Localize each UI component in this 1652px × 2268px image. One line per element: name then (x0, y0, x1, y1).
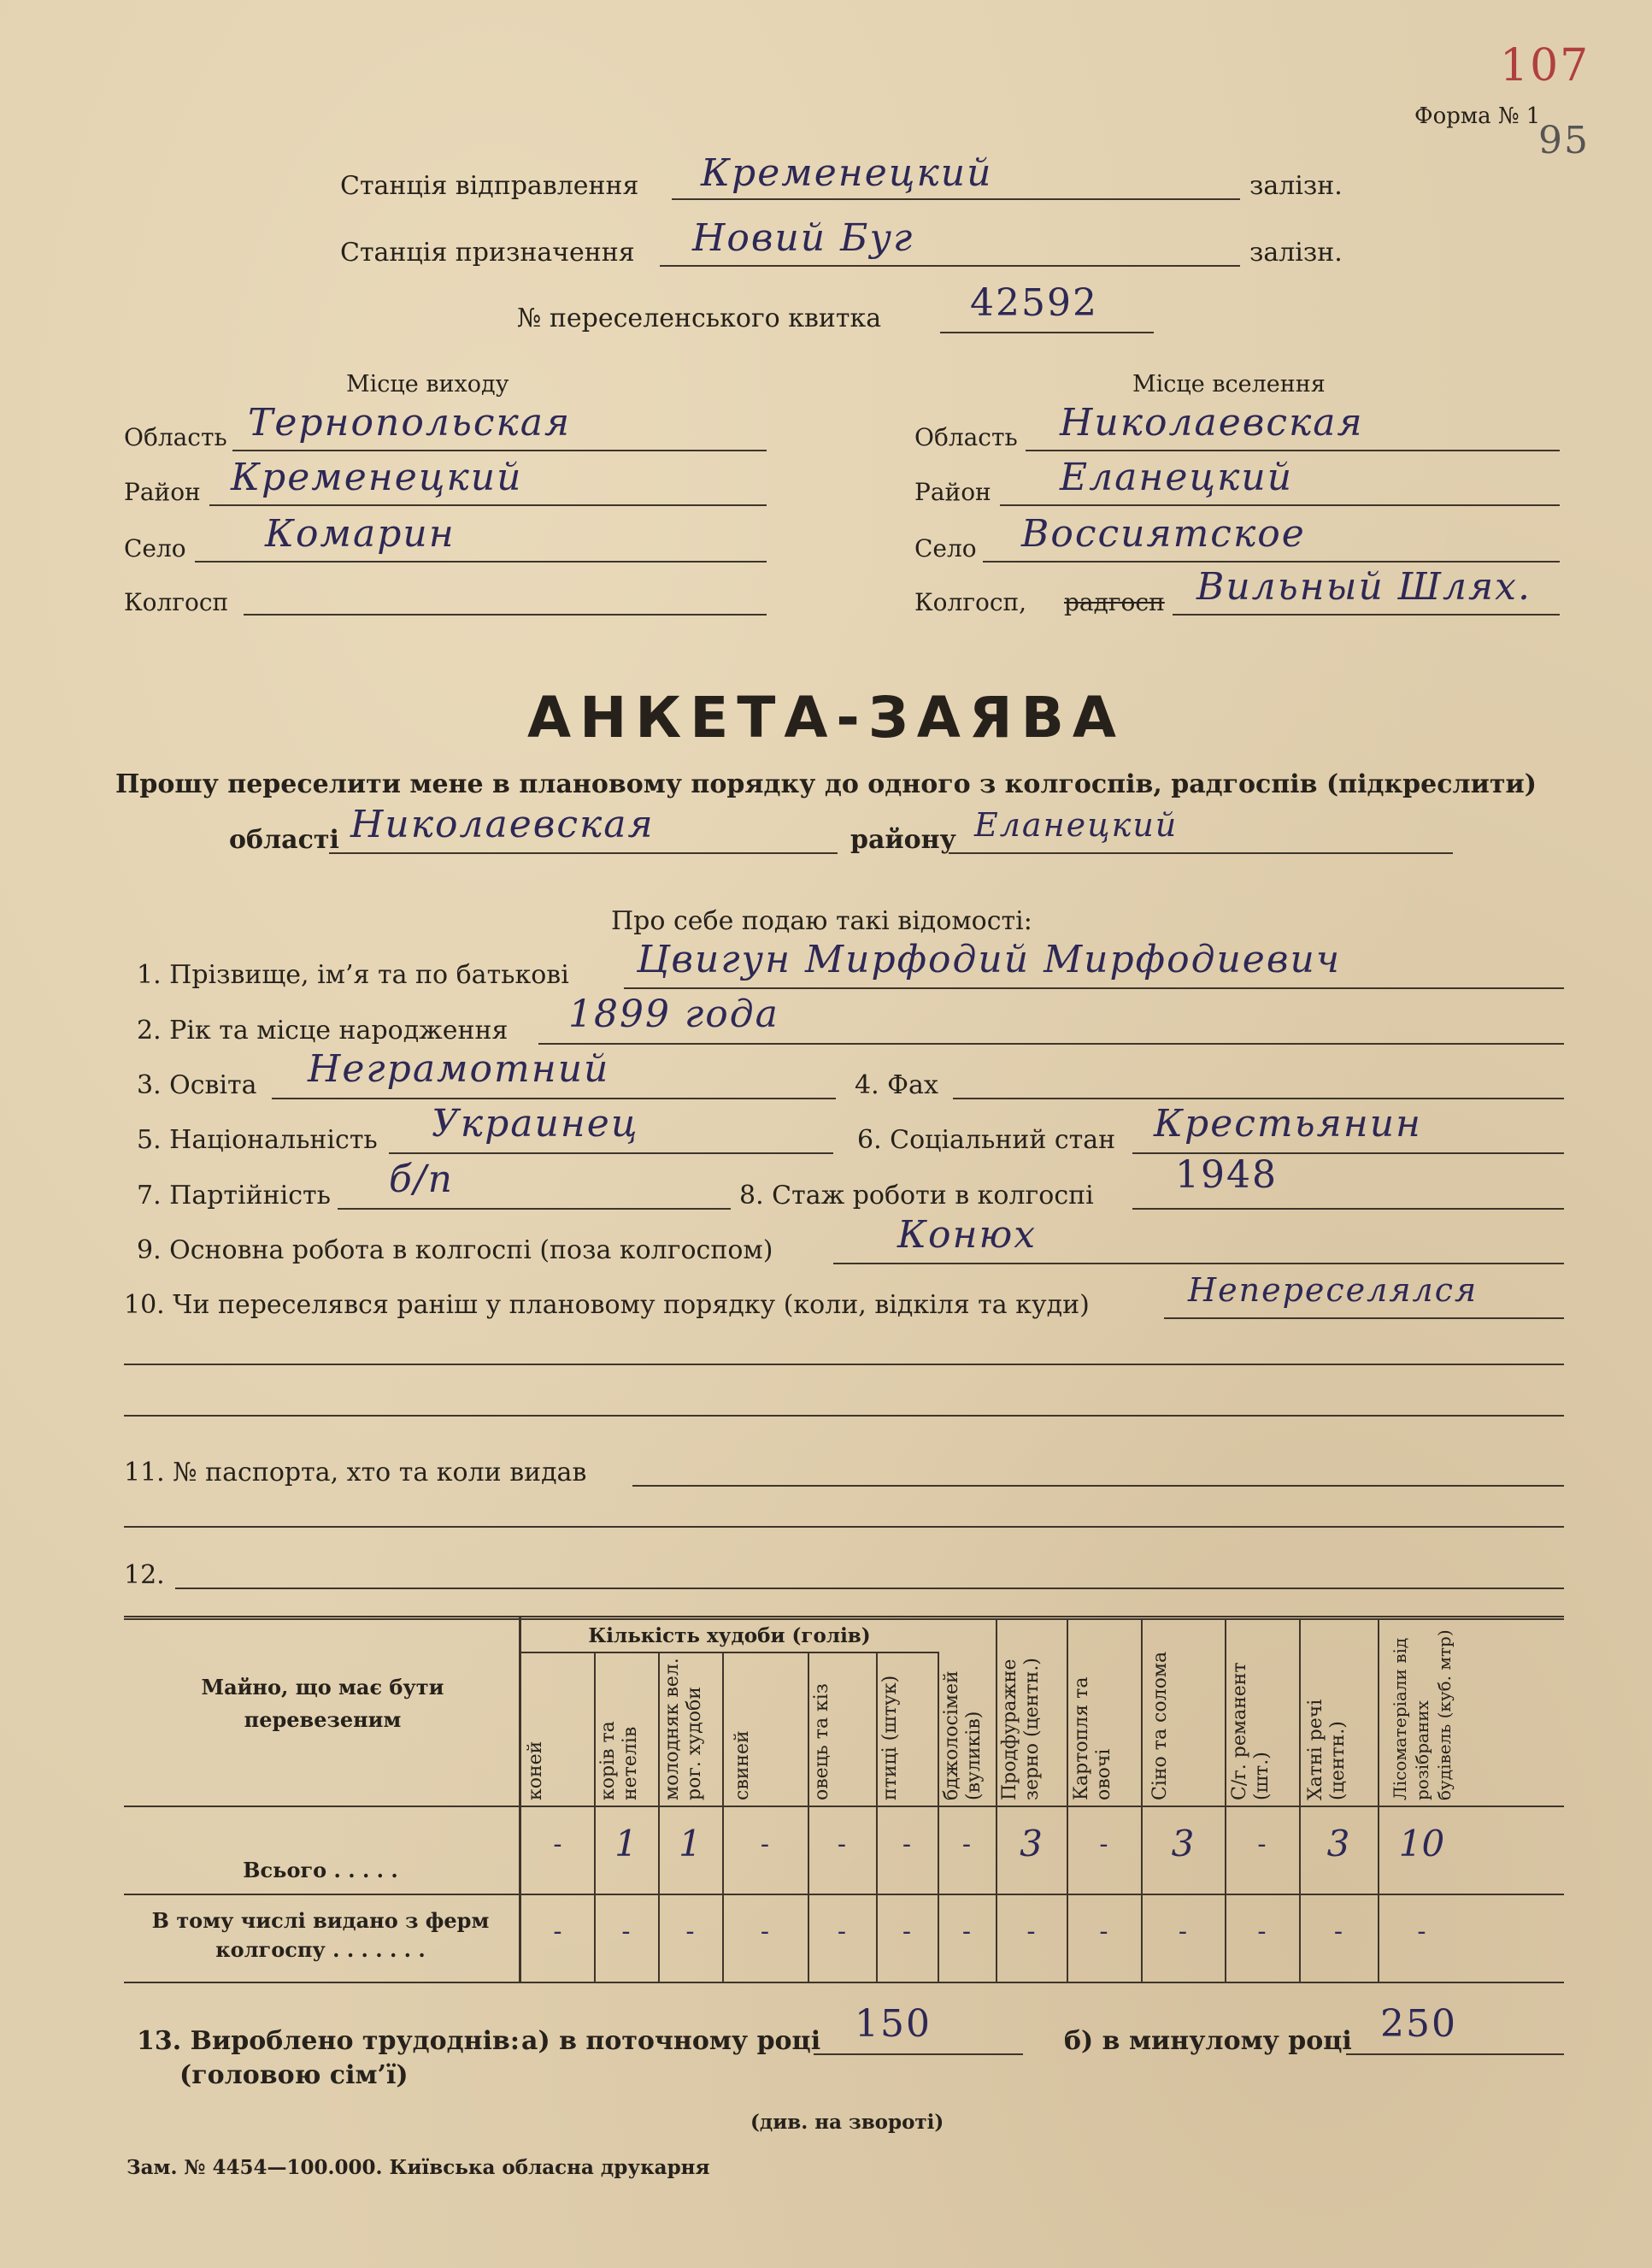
destination-suffix: залізн. (1249, 238, 1343, 268)
dest-selo-value: Воссиятское (1021, 512, 1306, 556)
request-raion-value: Еланецкий (974, 806, 1179, 844)
table-cell-farm: - (837, 1917, 847, 1947)
destination-station-value: Новий Буг (692, 216, 914, 260)
q1-label: 1. Прізвище, ім’я та по батькові (137, 960, 569, 990)
table-cell-total: - (1257, 1829, 1267, 1859)
origin-heading: Місце виходу (346, 371, 509, 398)
table-row1-bottom (124, 1894, 1564, 1895)
archive-mark-2: 95 (1538, 119, 1590, 162)
q8-label: 8. Стаж роботи в колгоспі (739, 1181, 1094, 1211)
q4-label: 4. Фах (855, 1070, 938, 1100)
table-col-header: молодняк вел. рог. худоби (661, 1658, 705, 1800)
workdays-label: 13. Вироблено трудоднів: (137, 2026, 520, 2056)
q9-value: Конюх (897, 1213, 1038, 1257)
q3-label: 3. Освіта (137, 1070, 257, 1100)
table-col-header: коней (525, 1741, 546, 1800)
request-raion-label: району (850, 825, 956, 855)
table-cell-total: 3 (1326, 1823, 1350, 1864)
property-label: Майно, що має бути перевезеним (201, 1675, 444, 1732)
table-cell-total: 1 (614, 1823, 638, 1864)
table-cell-farm: - (685, 1917, 695, 1947)
q2-label: 2. Рік та місце народження (137, 1016, 509, 1046)
table-bottom-border (124, 1982, 1564, 1983)
table-cell-farm: - (553, 1917, 562, 1947)
workdays-last-line (1346, 2053, 1564, 2055)
origin-raion-label: Район (124, 478, 201, 506)
origin-selo-value: Комарин (265, 512, 456, 556)
archive-mark-1: 107 (1500, 40, 1590, 91)
table-col-header: Картопля та овочі (1070, 1676, 1114, 1800)
table-col-header: свиней (732, 1730, 753, 1800)
table-col-header: Хатні речі (центн.) (1305, 1699, 1349, 1800)
table-cell-total: 10 (1398, 1823, 1445, 1864)
table-cell-farm: - (760, 1917, 770, 1947)
request-oblast-value: Николаевская (350, 803, 655, 846)
q1-value: Цвигун Мирфодий Мирфодиевич (637, 938, 1342, 981)
dest-oblast-value: Николаевская (1060, 401, 1364, 445)
table-col-header: Продфуражне зерно (центн.) (999, 1658, 1043, 1800)
q7-value: б/п (389, 1158, 455, 1201)
table-header-bottom (124, 1806, 1564, 1807)
q11-label: 11. № паспорта, хто та коли видав (124, 1458, 587, 1487)
q12-label: 12. (124, 1560, 165, 1590)
form-number: Форма № 1 (1414, 103, 1541, 129)
workdays-last-value: 250 (1380, 2002, 1457, 2046)
request-text: Прошу переселити мене в плановому порядку до одного з колгоспів, радгоспів (підкреслити) (115, 769, 1537, 799)
table-top-border-2 (124, 1618, 1564, 1620)
table-cell-farm: - (621, 1917, 631, 1947)
table-col-header: Сіно та солома (1149, 1651, 1171, 1800)
dest-kolgosp-label: Колгосп, (914, 588, 1027, 616)
table-cell-farm: - (1178, 1917, 1188, 1947)
row-farm-label: В тому числі видано з ферм колгоспу . . . . . . . (151, 1908, 490, 1962)
request-oblast-label: області (229, 825, 339, 855)
ticket-label: № переселенського квитка (517, 303, 882, 333)
document-title: АНКЕТА-ЗАЯВА (526, 685, 1125, 751)
table-cell-total: - (837, 1829, 847, 1859)
table-cell-total: - (961, 1829, 972, 1859)
table-col-header: корів та нетелів (597, 1721, 641, 1800)
table-cell-farm: - (902, 1917, 912, 1947)
dest-raion-label: Район (914, 478, 991, 506)
dest-selo-label: Село (914, 534, 977, 563)
workdays-current-value: 150 (855, 2002, 932, 2046)
about-intro: Про себе подаю такі відомості: (611, 906, 1032, 936)
dest-kolgosp-value: Вильный Шлях. (1196, 565, 1531, 609)
q7-label: 7. Партійність (137, 1181, 331, 1211)
origin-raion-value: Кременецкий (231, 456, 523, 499)
row-total-label: Всього . . . . . (243, 1858, 398, 1882)
table-col-header: Лісоматеріали від розібраних будівель (куб. мтр) (1389, 1629, 1455, 1800)
table-col-header: бджолосімей (вуликів) (941, 1670, 985, 1800)
workdays-current-line (814, 2053, 1023, 2055)
table-col-header: овець та кіз (811, 1683, 832, 1800)
workdays-sublabel: (головою сім’ї) (179, 2060, 409, 2090)
q3-value: Неграмотний (308, 1047, 610, 1091)
dest-raion-value: Еланецкий (1060, 456, 1294, 499)
workdays-current-label: а) в поточному році (521, 2026, 821, 2056)
table-cell-total: 3 (1020, 1823, 1043, 1864)
table-col-header: птиці (штук) (879, 1675, 901, 1800)
livestock-header-bottom (521, 1652, 938, 1653)
table-cell-farm: - (1333, 1917, 1343, 1947)
table-cell-farm: - (1257, 1917, 1267, 1947)
q10-value: Непереселялся (1188, 1271, 1479, 1309)
table-top-border (124, 1616, 1564, 1617)
origin-kolgosp-label: Колгосп (124, 588, 229, 616)
q6-label: 6. Соціальний стан (857, 1125, 1116, 1155)
dest-heading: Місце вселення (1132, 371, 1326, 398)
departure-suffix: залізн. (1249, 171, 1343, 201)
table-col-header: С/г. реманент (шт.) (1228, 1662, 1273, 1800)
dest-radgosp-label: радгосп (1064, 588, 1165, 616)
ticket-value: 42592 (970, 281, 1098, 325)
table-cell-farm: - (961, 1917, 972, 1947)
table-cell-total: - (902, 1829, 912, 1859)
departure-station-label: Станція відправлення (340, 171, 639, 201)
q2-value: 1899 года (568, 993, 779, 1036)
q9-label: 9. Основна робота в колгоспі (поза колгоспом) (137, 1235, 773, 1265)
table-cell-farm: - (1026, 1917, 1036, 1947)
table-cell-farm: - (1417, 1917, 1426, 1947)
dest-oblast-label: Область (914, 423, 1018, 451)
table-cell-farm: - (1099, 1917, 1108, 1947)
departure-station-value: Кременецкий (701, 151, 993, 195)
workdays-last-label: б) в минулому році (1064, 2026, 1352, 2056)
origin-selo-label: Село (124, 534, 186, 563)
q8-value: 1948 (1175, 1153, 1278, 1197)
print-info: Зам. № 4454—100.000. Київська обласна друкарня (126, 2156, 710, 2179)
q6-value: Крестьянин (1154, 1102, 1423, 1146)
q5-value: Украинец (432, 1102, 639, 1146)
livestock-header: Кількість худоби (голів) (588, 1624, 871, 1647)
origin-oblast-value: Тернопольская (248, 401, 572, 445)
table-cell-total: 3 (1171, 1823, 1195, 1864)
q10-label: 10. Чи переселявся раніш у плановому порядку (коли, відкіля та куди) (124, 1290, 1090, 1320)
table-cell-total: 1 (679, 1823, 702, 1864)
table-cell-total: - (1099, 1829, 1108, 1859)
origin-oblast-label: Область (124, 423, 227, 451)
table-cell-total: - (760, 1829, 770, 1859)
see-reverse-note: (див. на звороті) (750, 2111, 944, 2134)
q5-label: 5. Національність (137, 1125, 378, 1155)
destination-station-label: Станція призначення (340, 238, 635, 268)
table-cell-total: - (553, 1829, 562, 1859)
